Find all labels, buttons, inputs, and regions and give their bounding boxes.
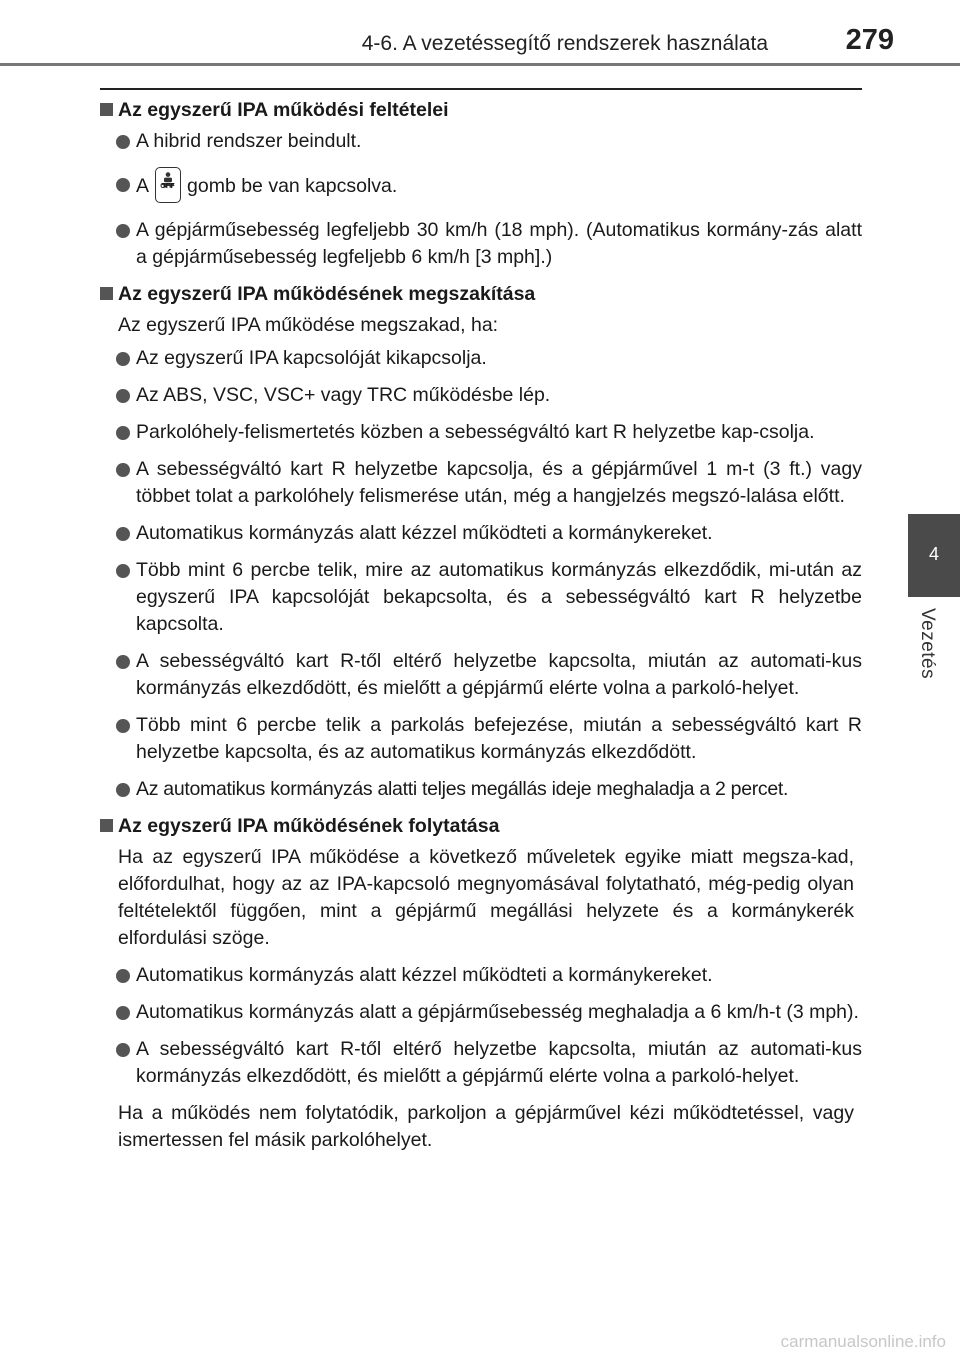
chapter-tab bbox=[908, 514, 960, 597]
list-item bbox=[100, 999, 862, 1026]
list-item-text: Több mint 6 percbe telik, mire az automatikus kormányzás elkezdődik, mi-után az egyszerű IPA kapcsolóját bekapcsolta, és a sebességváltó kart R helyzetbe kapcsolta. bbox=[136, 559, 862, 635]
list-item-text: Automatikus kormányzás alatt a gépjárműsebesség meghaladja a 6 km/h-t (3 mph). bbox=[136, 1001, 859, 1023]
list-item-text: A sebességváltó kart R helyzetbe kapcsolja, és a gépjárművel 1 m-t (3 ft.) vagy többet tolat a parkolóhely felismerése után, még a hangjelzés megszó-lalása előtt. bbox=[136, 458, 862, 507]
square-bullet-icon bbox=[100, 819, 113, 832]
list-item bbox=[100, 712, 862, 766]
list-item-text: A sebességváltó kart R-től eltérő helyzetbe kapcsolta, miután az automati-kus kormányzás elkezdődött, és mielőtt a gépjármű elérte volna a parkoló-helyet. bbox=[136, 1038, 862, 1087]
list-item bbox=[100, 776, 862, 803]
round-bullet-icon bbox=[116, 969, 130, 983]
list-item bbox=[100, 128, 862, 155]
page-header bbox=[0, 0, 960, 70]
list-item-text: Parkolóhely-felismertetés közben a sebességváltó kart R helyzetbe kap-csolja. bbox=[136, 421, 815, 443]
round-bullet-icon bbox=[116, 1043, 130, 1057]
list-item-text: Több mint 6 percbe telik a parkolás befejezése, miután a sebességváltó kart R helyzetbe kapcsolta, és az automatikus kormányzás elkezdődött. bbox=[136, 714, 862, 763]
section-outro: Ha a működés nem folytatódik, parkoljon a gépjárművel kézi működtetéssel, vagy ismertessen fel másik parkolóhelyet. bbox=[118, 1102, 854, 1151]
list-item bbox=[100, 557, 862, 638]
list-item-text: Automatikus kormányzás alatt kézzel működteti a kormánykereket. bbox=[136, 522, 713, 544]
list-item-text: A sebességváltó kart R-től eltérő helyzetbe kapcsolta, miután az automati-kus kormányzás elkezdődött, és mielőtt a gépjármű elérte volna a parkoló-helyet. bbox=[136, 650, 862, 699]
round-bullet-icon bbox=[116, 352, 130, 366]
round-bullet-icon bbox=[116, 426, 130, 440]
page-content bbox=[100, 97, 862, 1160]
list-item bbox=[100, 520, 862, 547]
page-number: 279 bbox=[845, 24, 894, 56]
list-item bbox=[100, 1036, 862, 1090]
section-heading-text: Az egyszerű IPA működésének megszakítása bbox=[118, 283, 536, 305]
section-intro: Az egyszerű IPA működése megszakad, ha: bbox=[118, 314, 499, 336]
round-bullet-icon bbox=[116, 1006, 130, 1020]
list-item-text: Az ABS, VSC, VSC+ vagy TRC működésbe lép. bbox=[136, 384, 551, 406]
round-bullet-icon bbox=[116, 135, 130, 149]
square-bullet-icon bbox=[100, 103, 113, 116]
ipa-off-label: OFF bbox=[160, 183, 175, 190]
header-title: 4-6. A vezetéssegítő rendszerek használata bbox=[361, 32, 768, 55]
round-bullet-icon bbox=[116, 719, 130, 733]
chapter-label: Vezetés bbox=[917, 608, 938, 680]
section-heading-text: Az egyszerű IPA működésének folytatása bbox=[118, 815, 500, 837]
list-item bbox=[100, 345, 862, 372]
list-item bbox=[100, 382, 862, 409]
section-rule bbox=[100, 88, 862, 90]
section-heading bbox=[100, 813, 862, 840]
list-item bbox=[100, 419, 862, 446]
list-item bbox=[100, 217, 862, 271]
list-item-text: Automatikus kormányzás alatt kézzel működteti a kormánykereket. bbox=[136, 964, 713, 986]
section-heading bbox=[100, 281, 862, 308]
round-bullet-icon bbox=[116, 224, 130, 238]
square-bullet-icon bbox=[100, 287, 113, 300]
header-rule bbox=[0, 63, 960, 66]
round-bullet-icon bbox=[116, 463, 130, 477]
round-bullet-icon bbox=[116, 389, 130, 403]
list-item-text: Az automatikus kormányzás alatti teljes megállás ideje meghaladja a 2 percet. bbox=[136, 778, 789, 800]
list-item-text: A bbox=[136, 175, 150, 198]
round-bullet-icon bbox=[116, 655, 130, 669]
list-item bbox=[100, 648, 862, 702]
list-item-text: gomb be van kapcsolva. bbox=[187, 175, 398, 198]
round-bullet-icon bbox=[116, 527, 130, 541]
list-item-text: A hibrid rendszer beindult. bbox=[136, 130, 362, 152]
list-item bbox=[100, 962, 862, 989]
section-heading-text: Az egyszerű IPA működési feltételei bbox=[118, 99, 449, 121]
section-intro: Ha az egyszerű IPA működése a következő műveletek egyike miatt megsza-kad, előfordulhat, hogy az az IPA-kapcsoló megnyomásával folytatható, még-pedig olyan feltételektől függően, mint a gépjármű megállási helyzete és a kormánykerék elfordulási szöge. bbox=[118, 846, 854, 949]
list-item-text: A gépjárműsebesség legfeljebb 30 km/h (18 mph). (Automatikus kormány-zás alatt a gépjárműsebesség legfeljebb 6 km/h [3 mph].) bbox=[136, 219, 862, 268]
round-bullet-icon bbox=[116, 178, 130, 192]
chapter-number: 4 bbox=[928, 544, 939, 564]
section-heading bbox=[100, 97, 862, 124]
list-item bbox=[100, 456, 862, 510]
ipa-switch-icon bbox=[155, 167, 181, 203]
watermark: carmanualsonline.info bbox=[780, 1332, 946, 1351]
list-item-text: Az egyszerű IPA kapcsolóját kikapcsolja. bbox=[136, 347, 487, 369]
round-bullet-icon bbox=[116, 783, 130, 797]
list-item bbox=[100, 169, 862, 205]
round-bullet-icon bbox=[116, 564, 130, 578]
